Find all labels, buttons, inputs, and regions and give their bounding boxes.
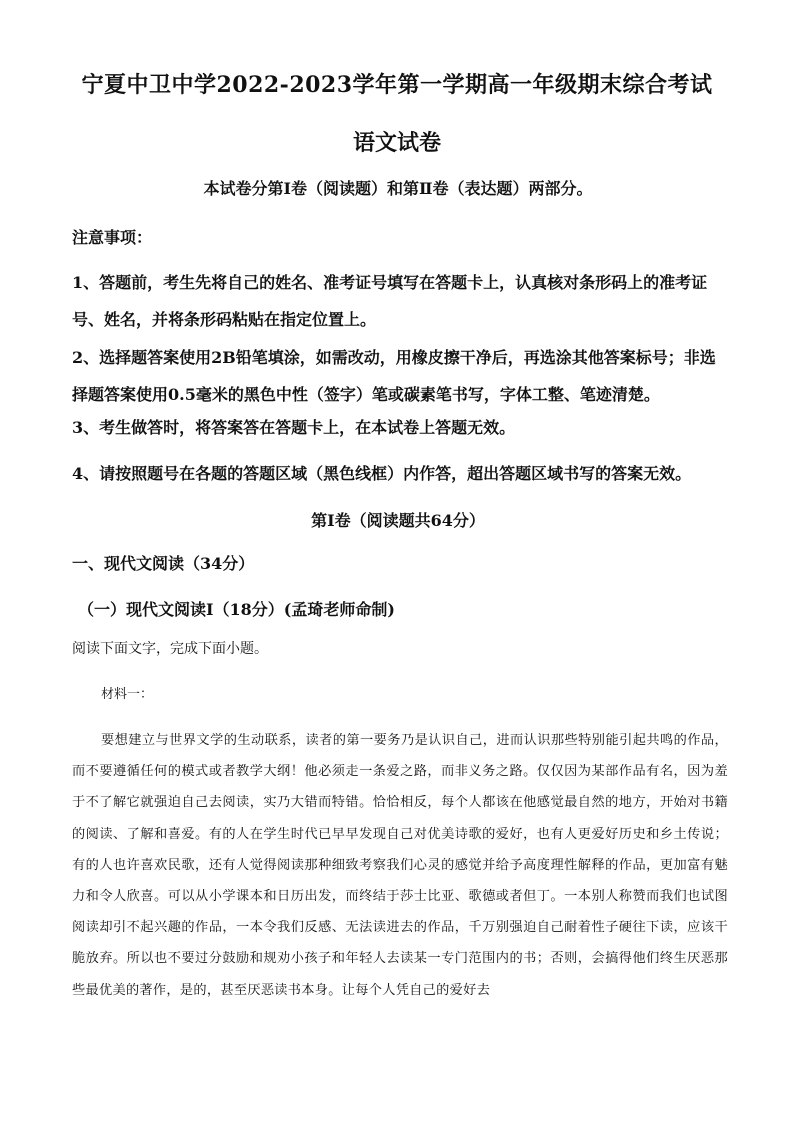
notice-item-2: 2、选择题答案使用2B铅笔填涂，如需改动，用橡皮擦干净后，再选涂其他答案标号；非选择题答案使用0.5毫米的黑色中性（签字）笔或碳素笔书写，字体工整、笔迹清楚。 [72,348,716,404]
reading-instruction: 阅读下面文字，完成下面小题。 [72,641,268,657]
notice-item-3: 3、考生做答时，将答案答在答题卡上，在本试卷上答题无效。 [72,418,516,437]
section-heading: 一、现代文阅读（34分） [72,554,255,573]
notice-item-1: 1、答题前，考生先将自己的姓名、准考证号填写在答题卡上，认真核对条形码上的准考证号、姓名，并将条形码粘贴在指定位置上。 [72,273,708,329]
notice-title: 注意事项： [72,228,153,247]
material-label: 材料一： [101,687,154,702]
exam-intro: 本试卷分第Ⅰ卷（阅读题）和第Ⅱ卷（表达题）两部分。 [203,179,593,198]
subject-title: 语文试卷 [352,130,441,156]
exam-title: 宁夏中卫中学2022-2023学年第一学期高一年级期末综合考试 [81,72,713,98]
material-passage: 要想建立与世界文学的生动联系，读者的第一要务乃是认识自己，进而认识那些特别能引起共鸣的作品，而不要遵循任何的模式或者教学大纲！他必须走一条爱之路，而非义务之路。仅仅因为某部作品有名，因为羞于不了解它就强迫自己去阅读，实乃大错而特错。恰恰相反，每个人都该在他感觉最自然的地方，开始对书籍的阅读、了解和喜爱。有的人在学生时代已早早发现自己对优美诗歌的爱好，也有人更爱好历史和乡土传说；有的人也许喜欢民歌，还有人觉得阅读那种细致考察我们心灵的感觉并给予高度理性解释的作品，更加富有魅力和令人欣喜。可以从小学课本和日历出发，而终结于莎士比亚、歌德或者但丁。一本别人称赞而我们也试图阅读却引不起兴趣的作品，一本令我们反感、无法读进去的作品，千万别强迫自己耐着性子硬往下读，应该干脆放弃。所以也不要过分鼓励和规劝小孩子和年轻人去读某一专门范围内的书；否则，会搞得他们终生厌恶那些最优美的著作，是的，甚至厌恶读书本身。让每个人凭自己的爱好去 [72,733,728,998]
subsection-heading: （一）现代文阅读Ⅰ（18分）(孟琦老师命制) [78,600,395,619]
notice-item-4: 4、请按照题号在各题的答题区域（黑色线框）内作答，超出答题区域书写的答案无效。 [72,464,692,483]
part-one-heading: 第Ⅰ卷（阅读题共64分） [311,511,485,530]
